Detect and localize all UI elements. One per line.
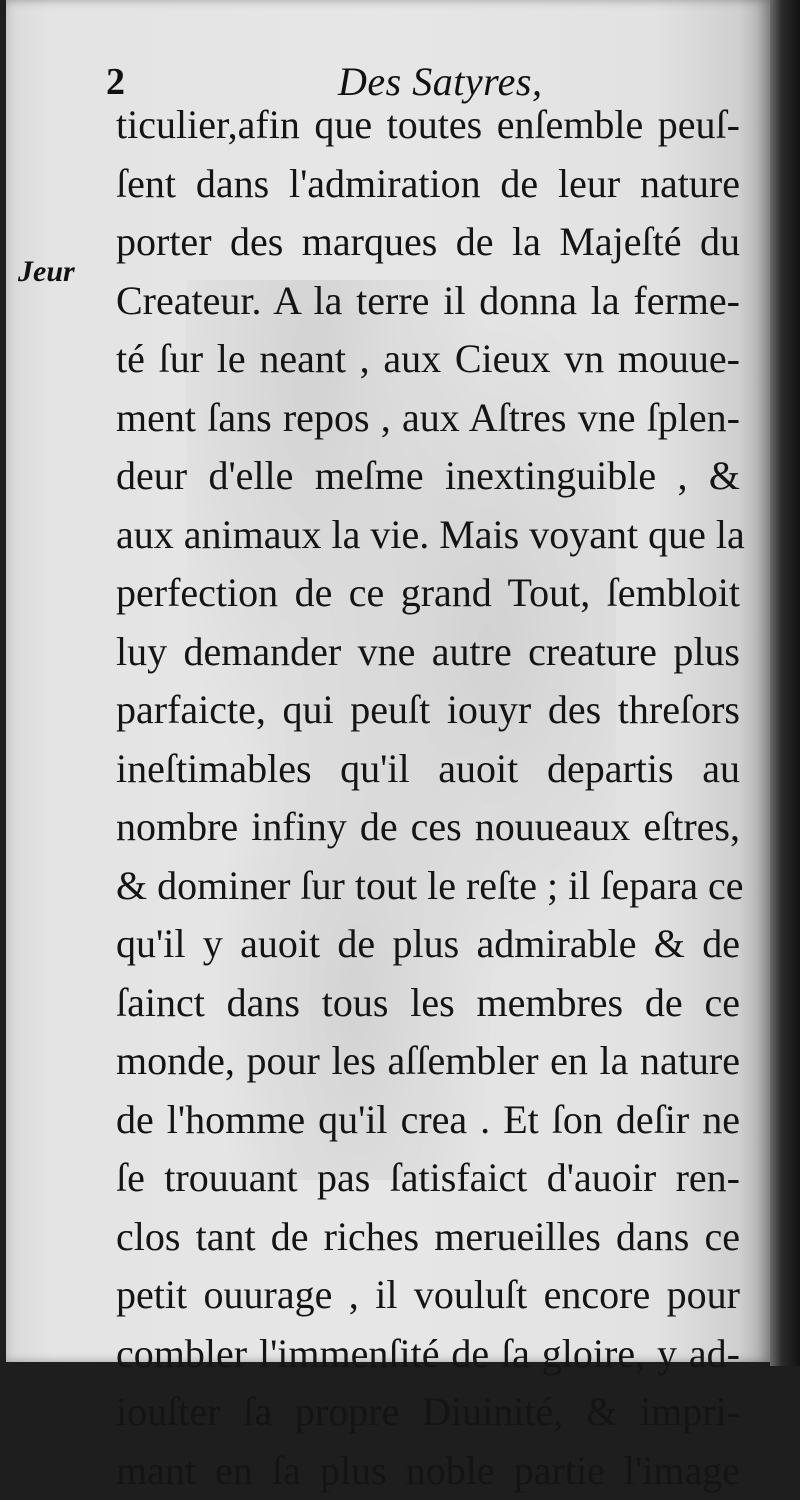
text-line: iouſter ſa propre Diuinité, & impri- bbox=[116, 1383, 740, 1442]
text-line: deur d'elle meſme inextinguible , & bbox=[116, 447, 740, 506]
page-number: 2 bbox=[106, 60, 125, 104]
page-gutter-shadow bbox=[770, 0, 800, 1366]
text-line: ticulier,afin que toutes enſemble peuſ- bbox=[116, 96, 740, 155]
text-line: monde, pour les aſſembler en la nature bbox=[116, 1032, 740, 1091]
text-line: & dominer ſur tout le reſte ; il ſepara ce bbox=[116, 857, 740, 916]
text-line: aux animaux la vie. Mais voyant que la bbox=[116, 506, 740, 565]
text-line: clos tant de riches merueilles dans ce bbox=[116, 1208, 740, 1267]
text-line: Createur. A la terre il donna la ferme- bbox=[116, 272, 740, 331]
text-line: combler l'immenſité de ſa gloire, y ad- bbox=[116, 1325, 740, 1384]
body-text bbox=[116, 96, 740, 1500]
text-line: té ſur le neant , aux Cieux vn mouue- bbox=[116, 330, 740, 389]
text-line: perfection de ce grand Tout, ſembloit bbox=[116, 564, 740, 623]
text-line: luy demander vne autre creature plus bbox=[116, 623, 740, 682]
text-line: nombre infiny de ces nouueaux eſtres, bbox=[116, 798, 740, 857]
text-line: ſe trouuant pas ſatisfaict d'auoir ren- bbox=[116, 1149, 740, 1208]
text-line: mant en ſa plus noble partie l'image bbox=[116, 1442, 740, 1500]
text-line: parfaicte, qui peuſt iouyr des threſors bbox=[116, 681, 740, 740]
text-line: porter des marques de la Majeſté du bbox=[116, 213, 740, 272]
text-line: ment ſans repos , aux Aſtres vne ſplen- bbox=[116, 389, 740, 448]
text-line: ſent dans l'admiration de leur nature bbox=[116, 155, 740, 214]
margin-note: Jeur bbox=[18, 255, 75, 289]
text-line: qu'il y auoit de plus admirable & de bbox=[116, 915, 740, 974]
text-line: ineſtimables qu'il auoit departis au bbox=[116, 740, 740, 799]
text-line: petit ouurage , il vouluſt encore pour bbox=[116, 1266, 740, 1325]
text-line: de l'homme qu'il crea . Et ſon deſir ne bbox=[116, 1091, 740, 1150]
running-title: Des Satyres, bbox=[338, 58, 542, 105]
text-line: ſainct dans tous les membres de ce bbox=[116, 974, 740, 1033]
